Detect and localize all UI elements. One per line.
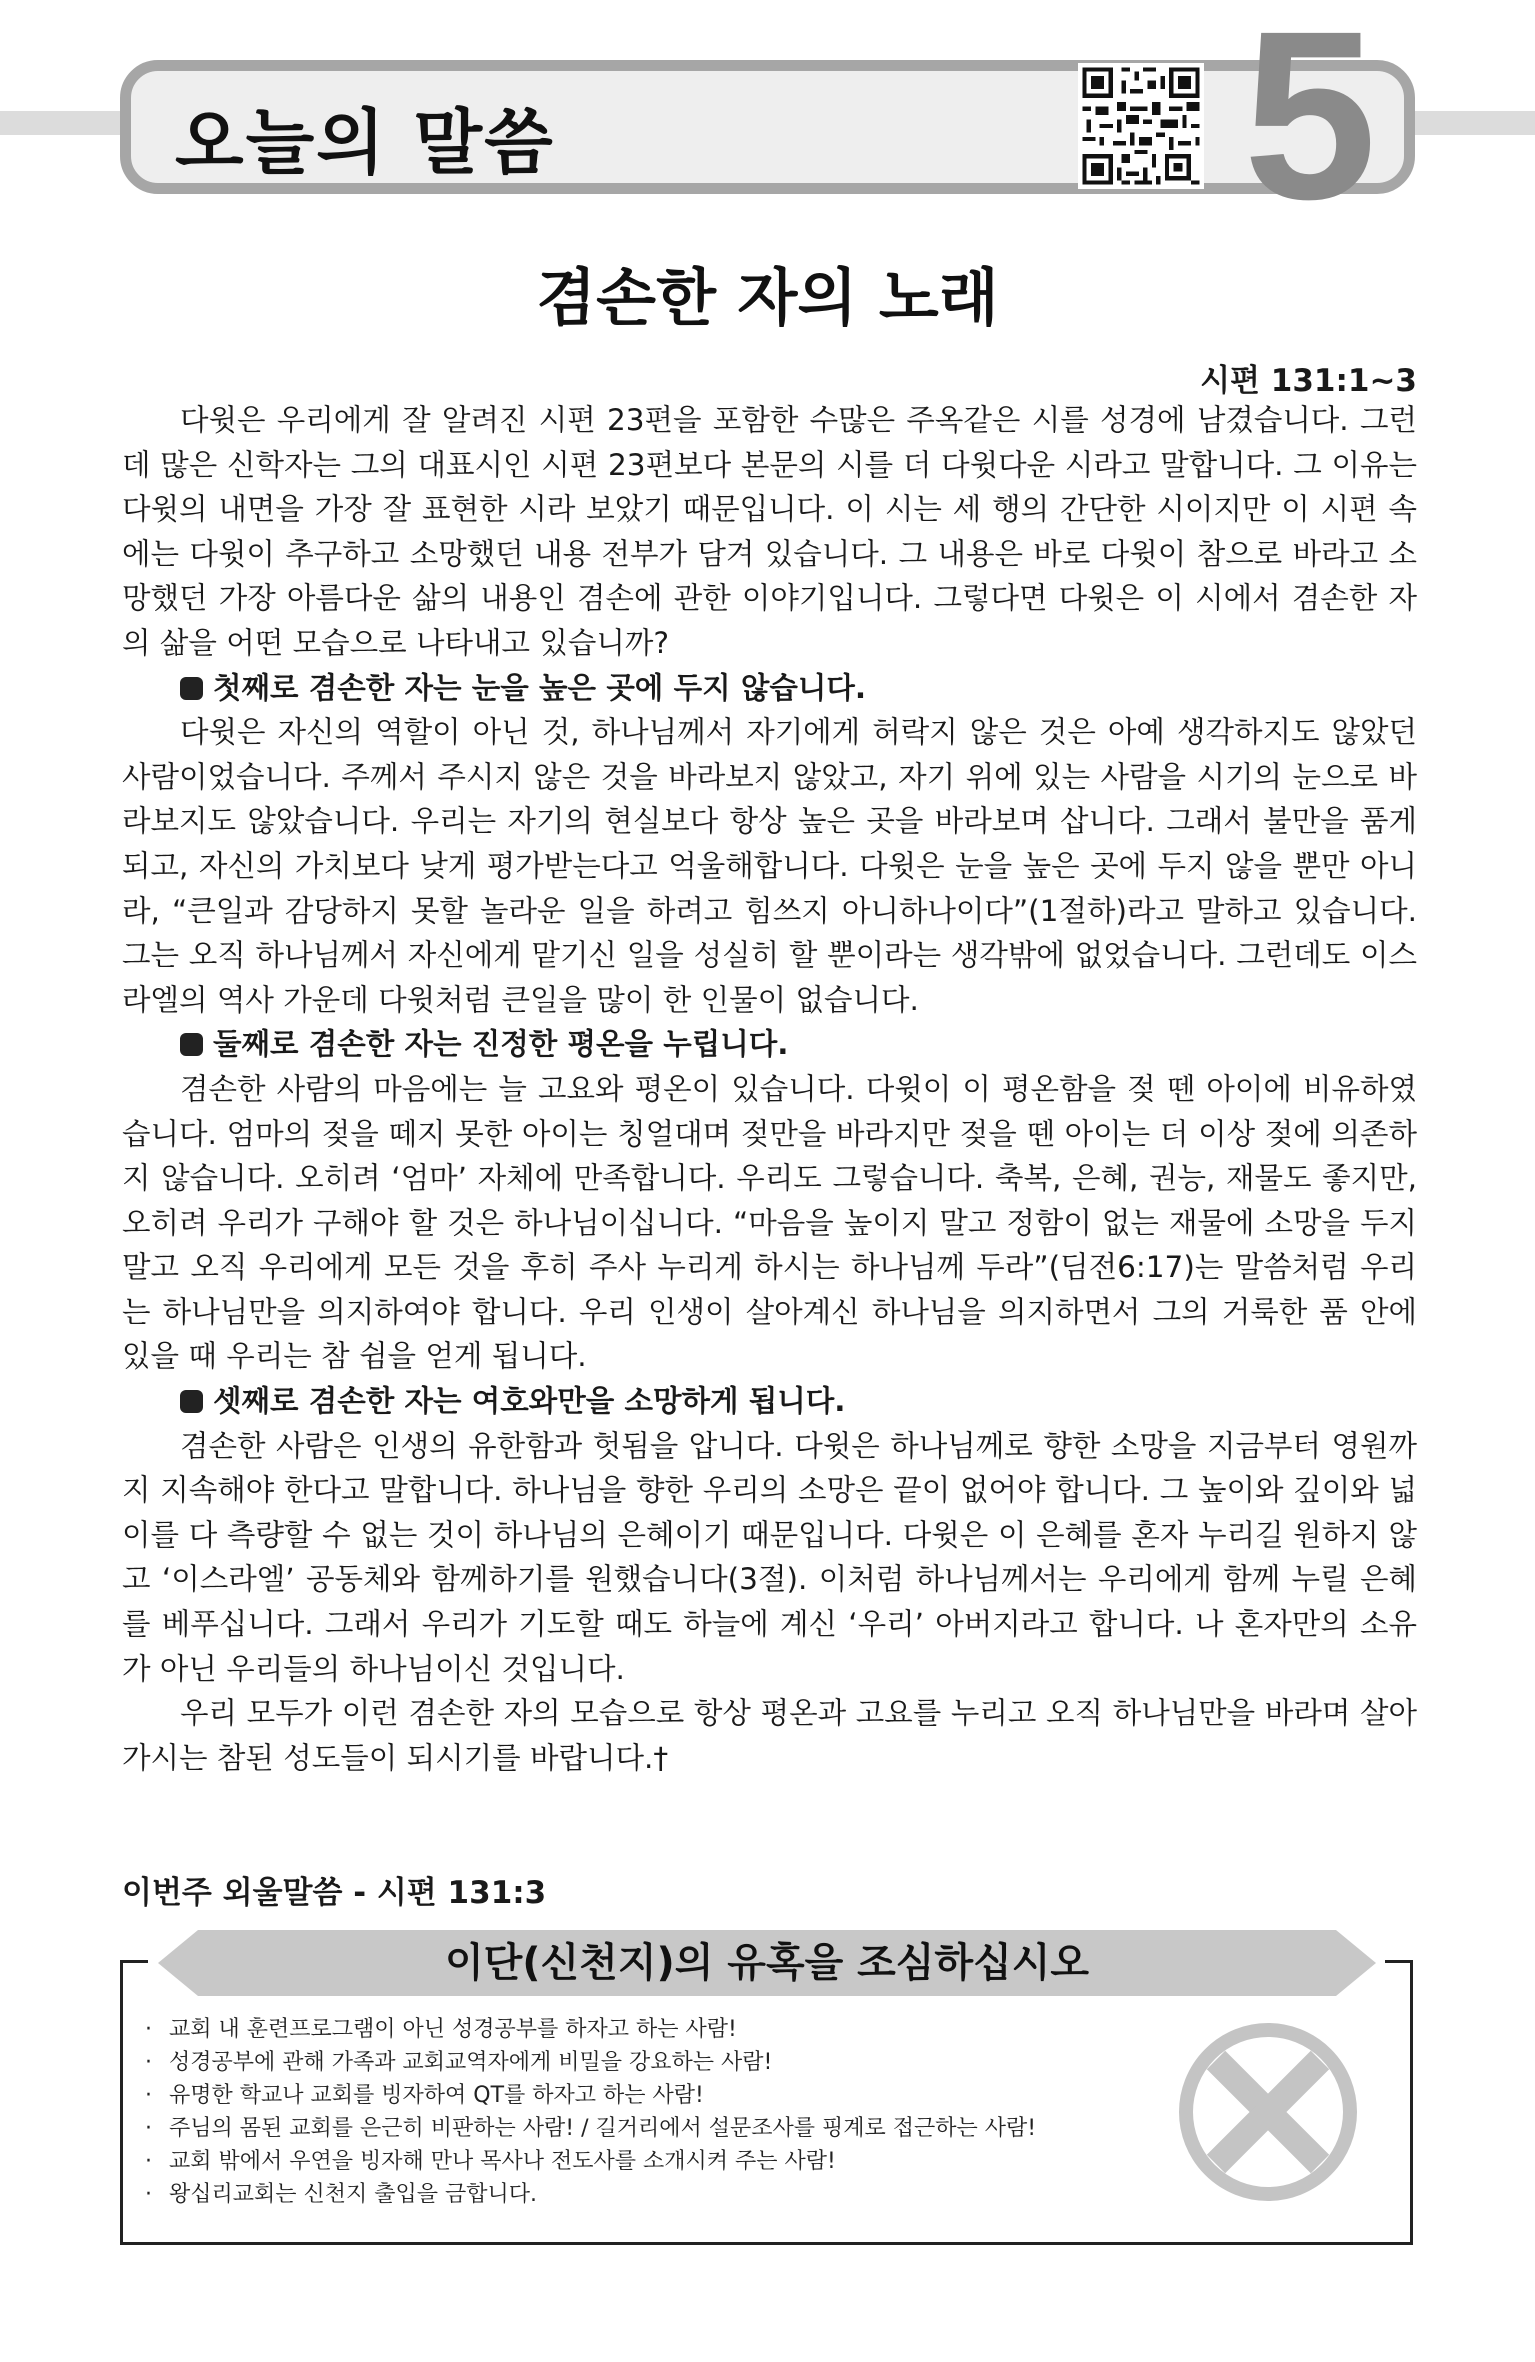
square-bullet-icon <box>180 1033 203 1056</box>
bullet-icon: · <box>145 2050 152 2075</box>
body-paragraph: 다윗은 자신의 역할이 아닌 것, 하나님께서 자기에게 허락지 않은 것은 아예 생각하지도 않았던 사람이었습니다. 주께서 주시지 않은 것을 바라보지 않았고, 자기 위에 있는 사람을 시기의 눈으로 바라보지도 않았습니다. 우리는 자기의 현실보다 항상 높은 곳을 바라보며 삽니다. 그래서 불만을 품게 되고, 자신의 가치보다 낮게 평가받는다고 억울해합니다. 다윗은 눈을 높은 곳에 두지 않을 뿐만 아니라, “큰일과 감당하지 못할 놀라운 일을 하려고 힘쓰지 아니하나이다”(1절하)라고 말하고 있습니다. 그는 오직 하나님께서 자신에게 맡기신 일을 성실히 할 뿐이라는 생각밖에 없었습니다. 그런데도 이스라엘의 역사 가운데 다윗처럼 큰일을 많이 한 인물이 없습니다. <box>122 715 1417 1017</box>
bullet-icon: · <box>145 2182 152 2207</box>
warning-item <box>145 2178 1036 2211</box>
point-heading-text: 첫째로 겸손한 자는 눈을 높은 곳에 두지 않습니다. <box>213 670 867 705</box>
bullet-icon: · <box>145 2083 152 2108</box>
warning-item <box>145 2046 1036 2079</box>
point-heading-text: 셋째로 겸손한 자는 여호와만을 소망하게 됩니다. <box>213 1384 846 1419</box>
body-paragraph: 겸손한 사람의 마음에는 늘 고요와 평온이 있습니다. 다윗이 이 평온함을 젖 뗀 아이에 비유하였습니다. 엄마의 젖을 떼지 못한 아이는 칭얼대며 젖만을 바라지만 젖을 뗀 아이는 더 이상 젖에 의존하지 않습니다. 오히려 ‘엄마’ 자체에 만족합니다. 우리도 그렇습니다. 축복, 은혜, 권능, 재물도 좋지만, 오히려 우리가 구해야 할 것은 하나님이십니다. “마음을 높이지 말고 정함이 없는 재물에 소망을 두지 말고 오직 우리에게 모든 것을 후히 주사 누리게 하시는 하나님께 두라”(딤전6:17)는 말씀처럼 우리는 하나님만을 의지하여야 합니다. 우리 인생이 살아계신 하나님을 의지하면서 그의 거룩한 품 안에 있을 때 우리는 참 쉼을 얻게 됩니다. <box>122 1071 1417 1374</box>
warning-item-text: 교회 내 훈련프로그램이 아닌 성경공부를 하자고 하는 사람! <box>169 2017 737 2042</box>
square-bullet-icon <box>180 1390 203 1413</box>
point-heading-text: 둘째로 겸손한 자는 진정한 평온을 누립니다. <box>213 1027 789 1062</box>
warning-item-text: 성경공부에 관해 가족과 교회교역자에게 비밀을 강요하는 사람! <box>169 2050 773 2075</box>
warning-list <box>145 2013 1036 2211</box>
warning-item-text: 왕십리교회는 신천지 출입을 금합니다. <box>169 2182 538 2207</box>
warning-item <box>145 2112 1036 2145</box>
bullet-icon: · <box>145 2116 152 2141</box>
warning-title: 이단(신천지)의 유혹을 조심하십시오 <box>444 1940 1089 1986</box>
body-paragraph: 겸손한 사람은 인생의 유한함과 헛됨을 압니다. 다윗은 하나님께로 향한 소망을 지금부터 영원까지 지속해야 한다고 말합니다. 하나님을 향한 우리의 소망은 끝이 없어야 합니다. 그 높이와 깊이와 넓이를 다 측량할 수 없는 것이 하나님의 은혜이기 때문입니다. 다윗은 이 은혜를 혼자 누리길 원하지 않고 ‘이스라엘’ 공동체와 함께하기를 원했습니다(3절). 이처럼 하나님께서는 우리에게 함께 누릴 은혜를 베푸십니다. 그래서 우리가 기도할 때도 하늘에 계신 ‘우리’ 아버지라고 합니다. 나 혼자만의 소유가 아닌 우리들의 하나님이신 것입니다. <box>122 1428 1417 1686</box>
warning-item <box>145 2079 1036 2112</box>
memory-verse: 이번주 외울말씀 - 시편 131:3 <box>122 1875 547 1911</box>
warning-item <box>145 2145 1036 2178</box>
warning-box-corner <box>1385 1960 1413 1963</box>
warning-item <box>145 2013 1036 2046</box>
x-circle-icon <box>1178 2022 1358 2202</box>
sermon-body <box>122 398 1417 1780</box>
square-bullet-icon <box>180 677 203 700</box>
page-number: 5 <box>1243 0 1377 249</box>
warning-item-text: 주님의 몸된 교회를 은근히 비판하는 사람! / 길거리에서 설문조사를 핑계로 접근하는 사람! <box>169 2116 1037 2141</box>
warning-box-corner <box>120 1960 148 1963</box>
qr-code-icon[interactable] <box>1078 62 1204 190</box>
scripture-reference: 시편 131:1~3 <box>1200 363 1417 399</box>
point-heading <box>122 1379 1417 1424</box>
warning-item-text: 유명한 학교나 교회를 빙자하여 QT를 하자고 하는 사람! <box>169 2083 704 2108</box>
bullet-icon: · <box>145 2017 152 2042</box>
warning-item-text: 교회 밖에서 우연을 빙자해 만나 목사나 전도사를 소개시켜 주는 사람! <box>169 2149 836 2174</box>
sermon-title: 겸손한 자의 노래 <box>536 261 999 334</box>
point-heading <box>122 1022 1417 1067</box>
body-paragraph: 다윗은 우리에게 잘 알려진 시편 23편을 포함한 수많은 주옥같은 시를 성경에 남겼습니다. 그런데 많은 신학자는 그의 대표시인 시편 23편보다 본문의 시를 더 다윗다운 시라고 말합니다. 그 이유는 다윗의 내면을 가장 잘 표현한 시라 보았기 때문입니다. 이 시는 세 행의 간단한 시이지만 이 시편 속에는 다윗이 추구하고 소망했던 내용 전부가 담겨 있습니다. 그 내용은 바로 다윗이 참으로 바라고 소망했던 가장 아름다운 삶의 내용인 겸손에 관한 이야기입니다. 그렇다면 다윗은 이 시에서 겸손한 자의 삶을 어떤 모습으로 나타내고 있습니까? <box>122 403 1417 660</box>
point-heading <box>122 666 1417 711</box>
bullet-icon: · <box>145 2149 152 2174</box>
header-title: 오늘의 말씀 <box>175 101 555 184</box>
body-paragraph: 우리 모두가 이런 겸손한 자의 모습으로 항상 평온과 고요를 누리고 오직 하나님만을 바라며 살아가시는 참된 성도들이 되시기를 바랍니다.† <box>122 1696 1417 1775</box>
